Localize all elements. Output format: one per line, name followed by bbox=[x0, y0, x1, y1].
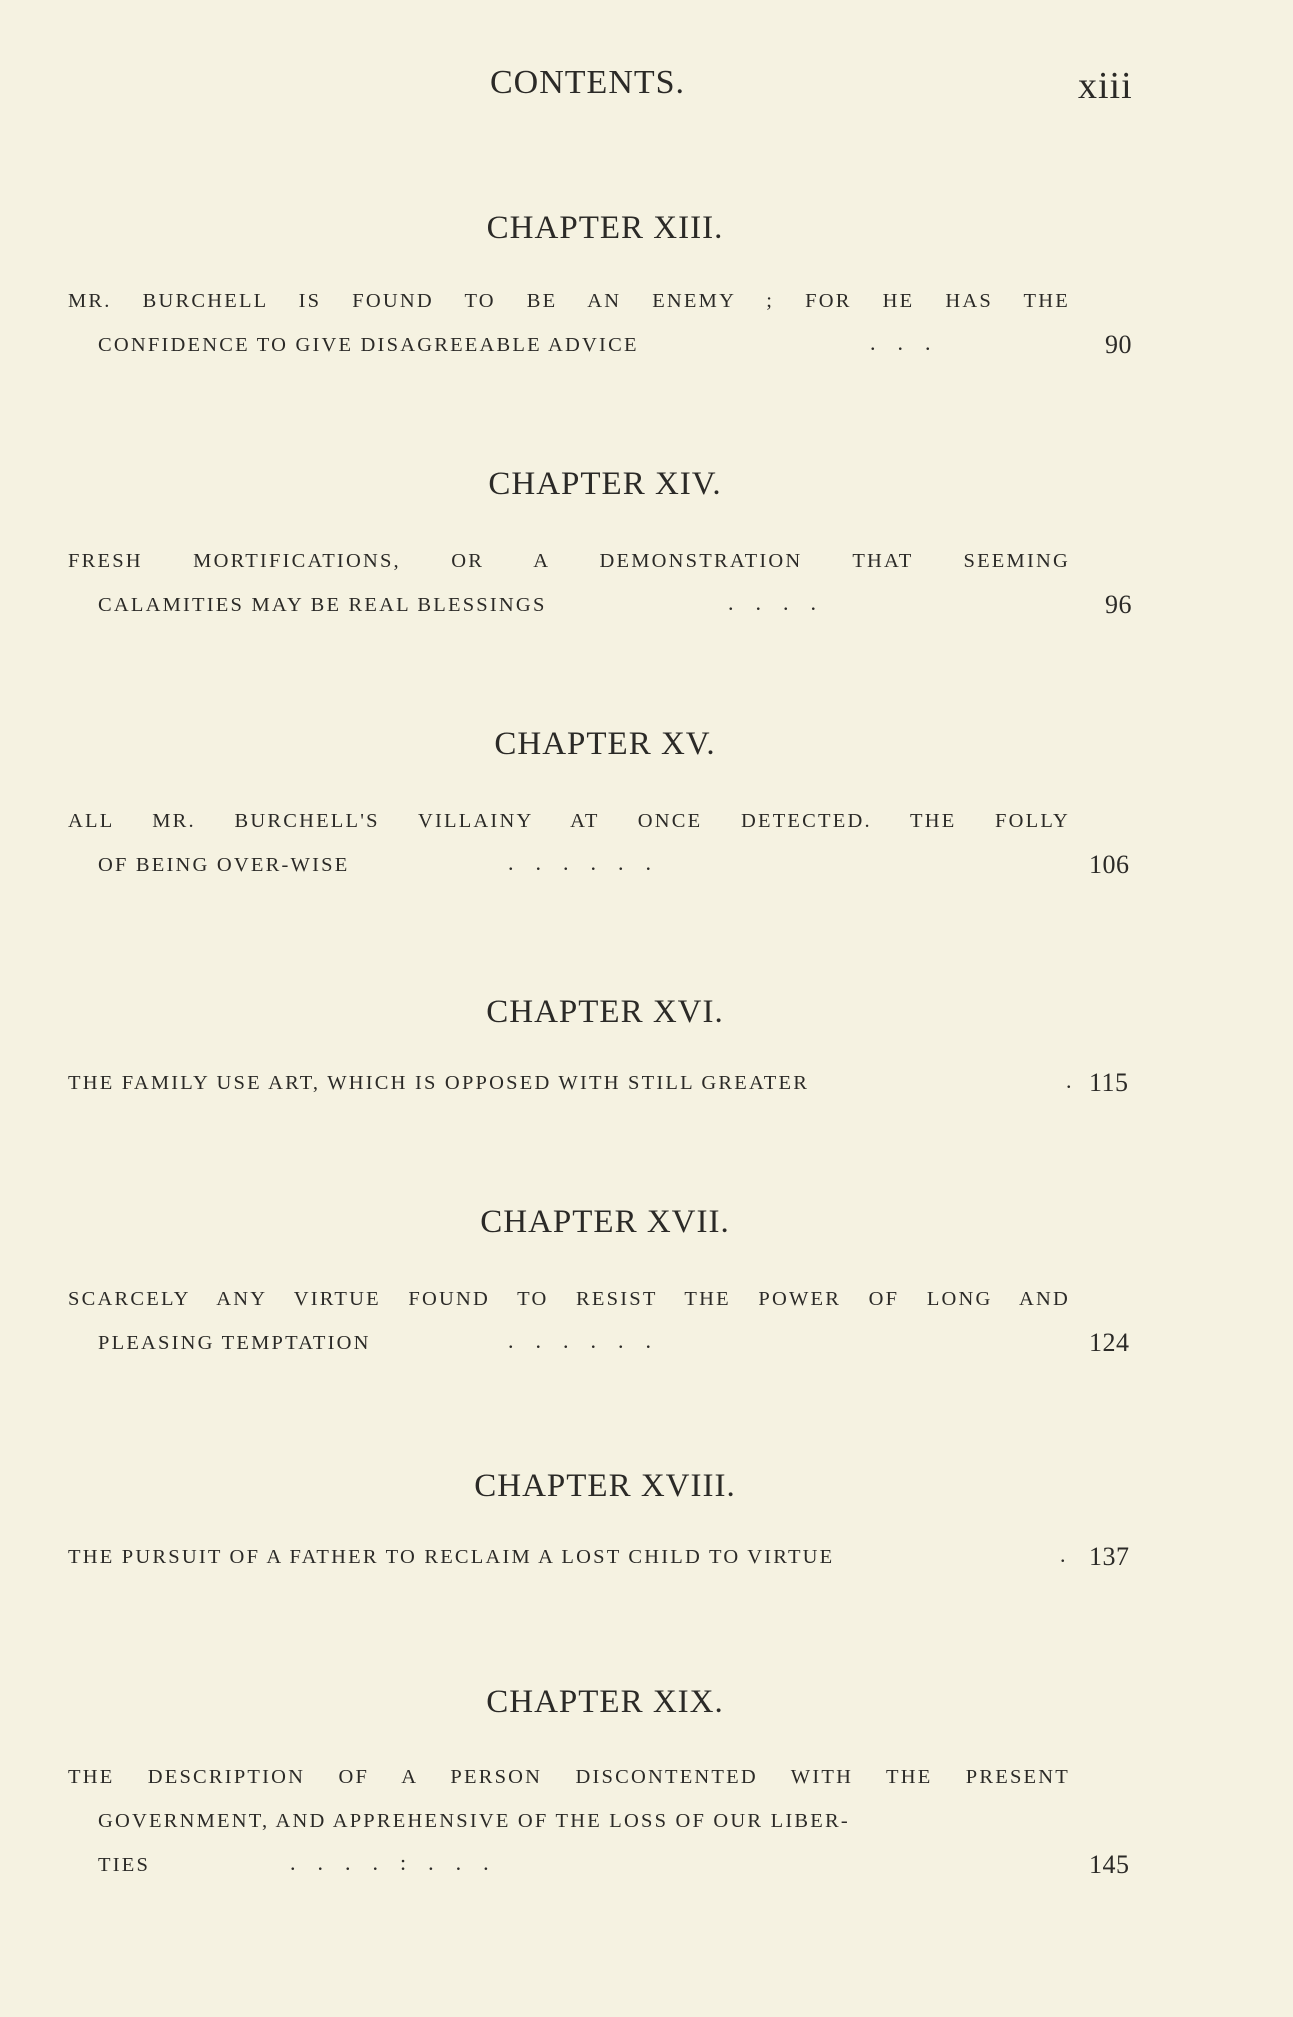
page-number: 96 bbox=[1105, 590, 1132, 619]
dot-leaders: . . . . bbox=[728, 590, 816, 615]
entry-title-line: PLEASING TEMPTATION bbox=[98, 1332, 371, 1354]
page-number: 137 bbox=[1089, 1542, 1130, 1571]
entry-title-line: SCARCELY ANY VIRTUE FOUND TO RESIST THE POWER OF LONG AND bbox=[68, 1288, 1070, 1310]
entry-title-line: ALL MR. BURCHELL'S VILLAINY AT ONCE DETECTED. THE FOLLY bbox=[68, 810, 1070, 832]
dot-leaders: . bbox=[1060, 1542, 1066, 1567]
running-head bbox=[0, 64, 1293, 114]
dot-leaders: . . . bbox=[870, 330, 931, 355]
page-number: 124 bbox=[1089, 1328, 1130, 1357]
dot-leaders: . bbox=[1066, 1068, 1072, 1093]
entry-title-line: OF BEING OVER-WISE bbox=[98, 854, 350, 876]
running-title: CONTENTS. bbox=[490, 64, 686, 101]
entry-title-line: CALAMITIES MAY BE REAL BLESSINGS bbox=[98, 594, 547, 616]
entry-title-line: THE FAMILY USE ART, WHICH IS OPPOSED WITH STILL GREATER bbox=[68, 1072, 810, 1094]
chapter-heading: CHAPTER XIII. bbox=[486, 210, 724, 246]
dot-leaders: . . . . : . . . bbox=[290, 1850, 489, 1875]
entry-title-line: THE DESCRIPTION OF A PERSON DISCONTENTED WITH THE PRESENT bbox=[68, 1766, 1070, 1788]
page-number: 90 bbox=[1105, 330, 1132, 359]
page-folio: xiii bbox=[1078, 65, 1133, 107]
entry-title-line: FRESH MORTIFICATIONS, OR A DEMONSTRATION THAT SEEMING bbox=[68, 550, 1070, 572]
entry-title-line: GOVERNMENT, AND APPREHENSIVE OF THE LOSS OF OUR LIBER- bbox=[98, 1810, 850, 1832]
page-number: 115 bbox=[1089, 1068, 1129, 1097]
dot-leaders: . . . . . . bbox=[508, 1328, 651, 1353]
entry-title-line: MR. BURCHELL IS FOUND TO BE AN ENEMY ; FOR HE HAS THE bbox=[68, 290, 1070, 312]
chapter-heading: CHAPTER XVI. bbox=[486, 994, 724, 1030]
chapter-heading: CHAPTER XIX. bbox=[486, 1684, 724, 1720]
page-number: 145 bbox=[1089, 1850, 1130, 1879]
chapter-heading: CHAPTER XV. bbox=[494, 726, 716, 762]
page-number: 106 bbox=[1089, 850, 1130, 879]
chapter-heading: CHAPTER XIV. bbox=[488, 466, 722, 502]
chapter-heading: CHAPTER XVII. bbox=[480, 1204, 730, 1240]
chapter-heading: CHAPTER XVIII. bbox=[474, 1468, 736, 1504]
entry-title-line: CONFIDENCE TO GIVE DISAGREEABLE ADVICE bbox=[98, 334, 639, 356]
entry-title-line: TIES bbox=[98, 1854, 151, 1876]
dot-leaders: . . . . . . bbox=[508, 850, 651, 875]
entry-title-line: THE PURSUIT OF A FATHER TO RECLAIM A LOST CHILD TO VIRTUE bbox=[68, 1546, 835, 1568]
